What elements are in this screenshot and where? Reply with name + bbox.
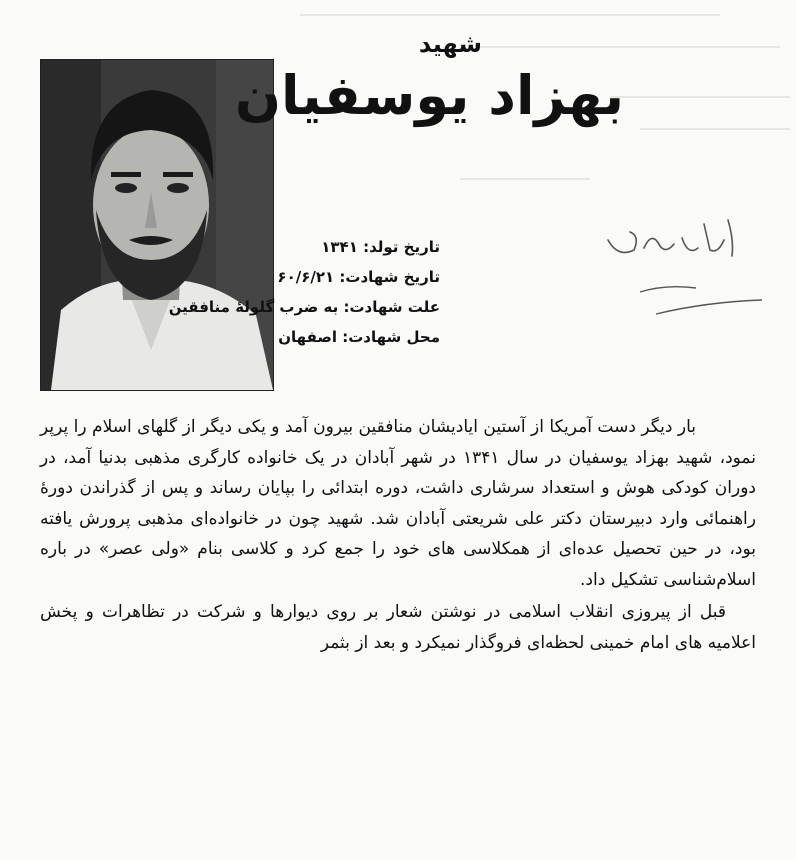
martyrdom-place: محل شهادت: اصفهان — [278, 328, 440, 346]
handwritten-note — [600, 210, 740, 270]
pen-stroke — [636, 280, 766, 320]
bleed-through-line — [460, 178, 590, 180]
info-block — [140, 232, 440, 352]
bleed-through-line — [610, 96, 790, 98]
paragraph: بار دیگر دست آمریکا از آستین ایادیشان منافقین بیرون آمد و یکی دیگر از گلهای اسلام را پرپر نمود، شهید بهزاد یوسفیان در سال ۱۳۴۱ در شهر آبادان در یک خانواده کارگری مذهبی بدنیا آمد، در دوران کودکی هوش و استعداد سرشاری داشت، دوره ابتدائی را بپایان رساند و پس از گذراندن دورهٔ راهنمائی وارد دبیرستان دکتر علی شریعتی آبادان شد. شهید چون در خانواده‌ای مذهبی پرورش یافته بود، در حین تحصیل عده‌ای از همکلاسی های خود را جمع کرد و کلاسی بنام «ولی عصر» در باره اسلام‌شناسی تشکیل داد. — [40, 417, 756, 590]
martyr-name: بهزاد یوسفیان — [234, 64, 624, 127]
bleed-through-line — [640, 128, 790, 130]
paragraph: قبل از پیروزی انقلاب اسلامی در نوشتن شعار بر روی دیوارها و شرکت در تظاهرات و پخش اعلامیه های امام خمینی لحظه‌ای فروگذار نمیکرد و بعد از بثمر — [40, 602, 756, 653]
bleed-through-line — [480, 46, 780, 48]
biography-text — [40, 412, 756, 658]
birth-date: تاریخ تولد: ۱۳۴۱ — [321, 238, 440, 256]
bleed-through-line — [300, 14, 720, 16]
martyrdom-date: تاریخ شهادت: ۶۰/۶/۲۱ — [277, 268, 440, 286]
title-label: شهید — [418, 30, 482, 58]
martyrdom-cause: علت شهادت: به ضرب گلولهٔ منافقین — [168, 298, 440, 316]
